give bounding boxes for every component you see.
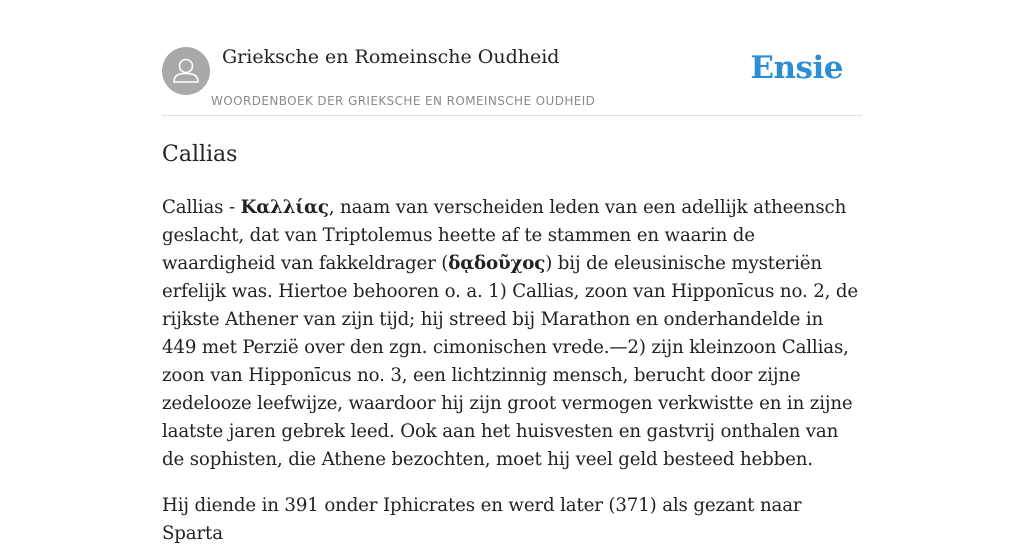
entry-title: Callias bbox=[162, 142, 238, 167]
header bbox=[162, 0, 862, 116]
ensie-logo[interactable]: Ensie bbox=[750, 50, 843, 86]
definition-paragraph-1 bbox=[162, 194, 862, 474]
source-avatar[interactable] bbox=[162, 47, 210, 95]
user-outline-icon bbox=[162, 47, 210, 95]
page bbox=[162, 0, 862, 548]
definition-text-1: , naam van verscheiden leden van een adellijk atheensch geslacht, dat van Triptolemus heette af te stammen en waarin de waardigheid van fakkeldrager ( bbox=[162, 197, 847, 274]
greek-name: Καλλίας bbox=[240, 197, 329, 218]
greek-term: δᾳδοῦχος bbox=[448, 253, 546, 274]
source-subtitle: WOORDENBOEK DER GRIEKSCHE EN ROMEINSCHE OUDHEID bbox=[211, 94, 596, 108]
entry-definition bbox=[162, 194, 862, 548]
definition-paragraph-2: Hij diende in 391 onder Iphicrates en werd later (371) als gezant naar Sparta bbox=[162, 495, 802, 544]
definition-lead: Callias - bbox=[162, 197, 241, 218]
definition-text-2: ) bij de eleusinische mysteriën erfelijk was. Hiertoe behooren o. a. 1) Callias, zoon van Hipponīcus no. 2, de rijkste Athener van zijn tijd; hij streed bij Marathon en onderhandelde in 449 met Perzië over den zgn. cimonischen vrede.—2) zijn kleinzoon Callias, zoon van Hipponīcus no. 3, een lichtzinnig mensch, berucht door zijne zedelooze leefwijze, waardoor hij zijn groot vermogen verkwistte en in zijne laatste jaren gebrek leed. Ook aan het huisvesten en gastvrij onthalen van de sophisten, die Athene bezochten, moet hij veel geld besteed hebben. bbox=[162, 253, 859, 470]
source-title[interactable]: Grieksche en Romeinsche Oudheid bbox=[222, 46, 560, 68]
